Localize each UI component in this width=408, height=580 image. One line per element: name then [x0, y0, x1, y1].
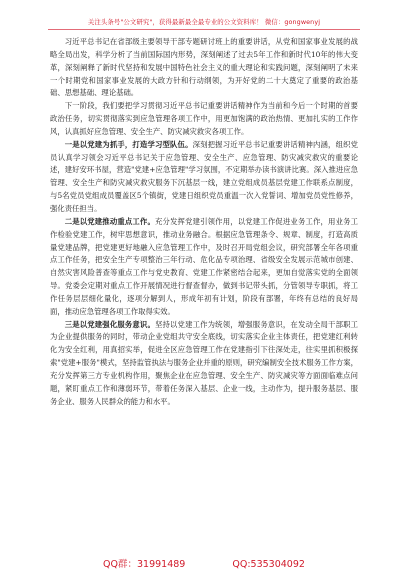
footer-qq-number: QQ:535304092: [232, 559, 305, 570]
point-two-heading: 二是以党建推动重点工作。: [64, 216, 155, 226]
paragraph-point-one: [50, 139, 358, 216]
point-one-text: 深刻把握习近平总书记重要讲话精神内涵，组织党员认真学习领会习近平总书记关于应急管理、安全生产、应急管理、防灾减灾救灾的重要论述，建好安环书屋，营造"党建+应急管理"学习氛围，不定期举办读书演讲比赛。深入推进应急管理、安全生产和防灾减灾救灾服务下沉基层一线，建立党组成员基层党建工作联系点制度，与5名党员党组成员覆盖区5个镇街，党建日组织党员重温一次入党誓词、增加党员党性修养，强化责任担当。: [50, 139, 358, 213]
paragraph-point-two: [50, 216, 358, 319]
point-three-heading: 三是以党建强化服务意识。: [64, 319, 155, 329]
paragraph-intro: 习近平总书记在省部级主要领导干部专题研讨班上的重要讲话，从党和国家事业发展的战略全局出发，科学分析了当前国际国内形势，深刻阐述了过去5年工作和新时代10年的伟大变革，深刻阐释了新时代坚持和发展中国特色社会主义的重大理论和实践问题，深刻阐明了未来一个时期党和国家事业发展的大政方针和行动纲领，为开好党的二十大奠定了重要的政治基础、思想基础、理论基础。: [50, 37, 358, 98]
header-divider: [48, 29, 360, 30]
footer-qq-group: QQ群：31991489: [103, 559, 186, 570]
point-one-heading: 一是以党建为抓手，打造学习型队伍。: [64, 139, 193, 149]
point-three-text: 坚持以党建工作为统领，增强服务意识，在发动全局干部职工为企业提供服务的同时，带动企业党组共守安全底线，切实落实企业主体责任，把党建红利转化为安全红利，用真招实举，促进全区应急管理工作在党建指引下往深处走，往实里抓积极探索"党建+服务"模式，坚持监管执法与服务企业并重的原则，研究编制安全技术服务工作方案，充分发挥第三方专业机构作用，聚焦企业在应急管理、安全生产、防灾减灾等方面面临难点问题，紧盯重点工作和薄弱环节，带着任务深入基层、企业一线，主动作为，提升服务基层、服务企业、服务人民群众的能力和水平。: [50, 319, 358, 406]
point-two-text: 充分发挥党建引领作用，以党建工作促进业务工作，用业务工作检验党建工作，树牢思想意识，推动业务融合。根据应急管理条令、规章、制度，打造高质量党建品牌，把党建更好地融入应急管理工作中，及时召开局党组会议，研究部署全年各项重点工作任务，把安全生产专项整治三年行动、危化品专项治理、省级安全发展示范城市创建、自然灾害风险普查等重点工作与党史教育、党建工作紧密结合起来，更加自觉落实党的全面领导。党委会定期对重点工作开展情况进行督查督办，做到书记带头抓，分管领导专职抓，将工作任务层层细化量化，逐项分解到人，形成年初有计划，阶段有部署，年终有总结的良好局面，推动应急管理各项工作取得实效。: [50, 216, 358, 316]
document-body: [50, 36, 358, 408]
paragraph-next-stage: 下一阶段，我们要把学习贯彻习近平总书记重要讲话精神作为当前和今后一个时期的首要政治任务，切实贯彻落实到应急管理各项工作中，用更加饱满的政治热情、更加扎实的工作作风，认真抓好应急管理、安全生产、防灾减灾救灾各项工作。: [50, 101, 358, 136]
header-banner: 关注头条号"公文研究"，获得最新最全最专业的公文资料库！ 微信：gongwenyj: [87, 18, 321, 26]
paragraph-point-three: [50, 319, 358, 409]
footer-contact: [0, 556, 408, 570]
